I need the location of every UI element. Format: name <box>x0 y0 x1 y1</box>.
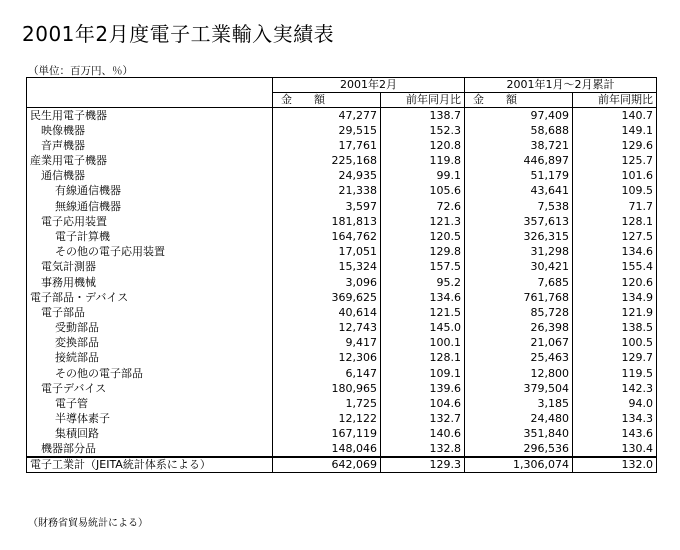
amount-cumulative: 351,840 <box>465 427 573 442</box>
yoy-feb: 145.0 <box>381 321 465 336</box>
row-label: 民生用電子機器 <box>27 108 273 123</box>
table-row <box>27 290 657 305</box>
yoy-cumulative: 128.1 <box>573 214 657 229</box>
header-row-columns <box>27 93 657 108</box>
amount-feb: 1,725 <box>273 396 381 411</box>
row-label: 有線通信機器 <box>27 184 273 199</box>
row-label: 無線通信機器 <box>27 199 273 214</box>
header-amount-2: 金 額 <box>465 93 573 108</box>
yoy-feb: 138.7 <box>381 108 465 123</box>
table-row <box>27 214 657 229</box>
amount-cumulative: 97,409 <box>465 108 573 123</box>
yoy-cumulative: 127.5 <box>573 229 657 244</box>
amount-feb: 12,122 <box>273 412 381 427</box>
page-title: 2001年2月度電子工業輸入実績表 <box>22 22 335 46</box>
amount-feb: 47,277 <box>273 108 381 123</box>
row-label: その他の電子応用装置 <box>27 245 273 260</box>
yoy-feb: 104.6 <box>381 396 465 411</box>
header-period-2: 2001年1月～2月累計 <box>465 78 657 93</box>
table-row <box>27 123 657 138</box>
amount-cumulative: 761,768 <box>465 290 573 305</box>
yoy-cumulative: 142.3 <box>573 381 657 396</box>
yoy-feb: 72.6 <box>381 199 465 214</box>
amount-cumulative: 25,463 <box>465 351 573 366</box>
header-yoy-2: 前年同期比 <box>573 93 657 108</box>
yoy-feb: 105.6 <box>381 184 465 199</box>
table-row <box>27 245 657 260</box>
amount-cumulative: 31,298 <box>465 245 573 260</box>
row-label: 電子工業計（JEITA統計体系による） <box>27 457 273 473</box>
table-row <box>27 184 657 199</box>
yoy-cumulative: 94.0 <box>573 396 657 411</box>
source-note: （財務省貿易統計による） <box>28 518 148 529</box>
table-row <box>27 351 657 366</box>
yoy-cumulative: 109.5 <box>573 184 657 199</box>
amount-cumulative: 7,538 <box>465 199 573 214</box>
table-row <box>27 366 657 381</box>
yoy-cumulative: 134.6 <box>573 245 657 260</box>
yoy-feb: 129.8 <box>381 245 465 260</box>
table-row <box>27 381 657 396</box>
yoy-cumulative: 129.7 <box>573 351 657 366</box>
row-label: 機器部分品 <box>27 442 273 457</box>
yoy-feb: 121.5 <box>381 305 465 320</box>
yoy-feb: 152.3 <box>381 123 465 138</box>
yoy-feb: 120.8 <box>381 138 465 153</box>
table-row <box>27 199 657 214</box>
yoy-cumulative: 155.4 <box>573 260 657 275</box>
header-period-1: 2001年2月 <box>273 78 465 93</box>
table-row <box>27 108 657 123</box>
header-yoy-1: 前年同月比 <box>381 93 465 108</box>
table-row <box>27 138 657 153</box>
header-amount-1: 金 額 <box>273 93 381 108</box>
amount-cumulative: 3,185 <box>465 396 573 411</box>
amount-cumulative: 30,421 <box>465 260 573 275</box>
unit-note: （単位：百万円、％） <box>28 65 133 77</box>
yoy-feb: 128.1 <box>381 351 465 366</box>
amount-feb: 17,051 <box>273 245 381 260</box>
amount-feb: 9,417 <box>273 336 381 351</box>
amount-cumulative: 38,721 <box>465 138 573 153</box>
row-label: 映像機器 <box>27 123 273 138</box>
amount-feb: 225,168 <box>273 153 381 168</box>
yoy-feb: 132.8 <box>381 442 465 457</box>
table-row <box>27 275 657 290</box>
amount-cumulative: 7,685 <box>465 275 573 290</box>
row-label: 事務用機械 <box>27 275 273 290</box>
yoy-feb: 134.6 <box>381 290 465 305</box>
table-row <box>27 412 657 427</box>
yoy-cumulative: 100.5 <box>573 336 657 351</box>
yoy-cumulative: 125.7 <box>573 153 657 168</box>
amount-cumulative: 446,897 <box>465 153 573 168</box>
table-row <box>27 305 657 320</box>
row-label: 電気計測器 <box>27 260 273 275</box>
amount-cumulative: 21,067 <box>465 336 573 351</box>
row-label: 音声機器 <box>27 138 273 153</box>
row-label: 電子デバイス <box>27 381 273 396</box>
row-label: 集積回路 <box>27 427 273 442</box>
amount-feb: 17,761 <box>273 138 381 153</box>
yoy-cumulative: 132.0 <box>573 457 657 473</box>
header-blank-cell-2 <box>27 93 273 108</box>
row-label: 受動部品 <box>27 321 273 336</box>
yoy-cumulative: 129.6 <box>573 138 657 153</box>
amount-feb: 15,324 <box>273 260 381 275</box>
table-row <box>27 169 657 184</box>
yoy-feb: 129.3 <box>381 457 465 473</box>
amount-feb: 148,046 <box>273 442 381 457</box>
table-row <box>27 153 657 168</box>
yoy-cumulative: 138.5 <box>573 321 657 336</box>
yoy-cumulative: 149.1 <box>573 123 657 138</box>
yoy-feb: 109.1 <box>381 366 465 381</box>
yoy-cumulative: 143.6 <box>573 427 657 442</box>
row-label: 通信機器 <box>27 169 273 184</box>
amount-feb: 3,597 <box>273 199 381 214</box>
yoy-cumulative: 130.4 <box>573 442 657 457</box>
amount-cumulative: 58,688 <box>465 123 573 138</box>
yoy-feb: 139.6 <box>381 381 465 396</box>
yoy-cumulative: 134.3 <box>573 412 657 427</box>
header-blank-cell <box>27 78 273 93</box>
yoy-feb: 140.6 <box>381 427 465 442</box>
table-row <box>27 442 657 457</box>
amount-feb: 12,306 <box>273 351 381 366</box>
amount-cumulative: 326,315 <box>465 229 573 244</box>
amount-cumulative: 296,536 <box>465 442 573 457</box>
row-label: その他の電子部品 <box>27 366 273 381</box>
amount-cumulative: 1,306,074 <box>465 457 573 473</box>
amount-cumulative: 379,504 <box>465 381 573 396</box>
amount-feb: 21,338 <box>273 184 381 199</box>
yoy-cumulative: 101.6 <box>573 169 657 184</box>
table-row <box>27 396 657 411</box>
row-label: 電子計算機 <box>27 229 273 244</box>
yoy-feb: 100.1 <box>381 336 465 351</box>
table-row <box>27 427 657 442</box>
row-label: 接続部品 <box>27 351 273 366</box>
amount-cumulative: 85,728 <box>465 305 573 320</box>
table-row <box>27 336 657 351</box>
amount-feb: 3,096 <box>273 275 381 290</box>
yoy-feb: 157.5 <box>381 260 465 275</box>
yoy-cumulative: 140.7 <box>573 108 657 123</box>
row-label: 電子応用装置 <box>27 214 273 229</box>
amount-feb: 6,147 <box>273 366 381 381</box>
amount-cumulative: 43,641 <box>465 184 573 199</box>
amount-feb: 12,743 <box>273 321 381 336</box>
row-label: 半導体素子 <box>27 412 273 427</box>
yoy-feb: 120.5 <box>381 229 465 244</box>
import-table <box>26 77 657 473</box>
yoy-feb: 119.8 <box>381 153 465 168</box>
amount-feb: 164,762 <box>273 229 381 244</box>
table-row <box>27 229 657 244</box>
amount-feb: 369,625 <box>273 290 381 305</box>
yoy-cumulative: 71.7 <box>573 199 657 214</box>
amount-cumulative: 12,800 <box>465 366 573 381</box>
yoy-cumulative: 121.9 <box>573 305 657 320</box>
amount-feb: 181,813 <box>273 214 381 229</box>
amount-cumulative: 51,179 <box>465 169 573 184</box>
table-row <box>27 260 657 275</box>
row-label: 産業用電子機器 <box>27 153 273 168</box>
amount-cumulative: 24,480 <box>465 412 573 427</box>
yoy-feb: 99.1 <box>381 169 465 184</box>
amount-feb: 40,614 <box>273 305 381 320</box>
yoy-cumulative: 134.9 <box>573 290 657 305</box>
row-label: 電子部品 <box>27 305 273 320</box>
row-label: 電子部品・デバイス <box>27 290 273 305</box>
yoy-feb: 132.7 <box>381 412 465 427</box>
row-label: 変換部品 <box>27 336 273 351</box>
yoy-cumulative: 119.5 <box>573 366 657 381</box>
yoy-feb: 121.3 <box>381 214 465 229</box>
row-label: 電子管 <box>27 396 273 411</box>
table-row <box>27 321 657 336</box>
total-row <box>27 457 657 473</box>
yoy-feb: 95.2 <box>381 275 465 290</box>
amount-feb: 180,965 <box>273 381 381 396</box>
amount-feb: 29,515 <box>273 123 381 138</box>
amount-feb: 24,935 <box>273 169 381 184</box>
amount-cumulative: 26,398 <box>465 321 573 336</box>
yoy-cumulative: 120.6 <box>573 275 657 290</box>
header-row-periods <box>27 78 657 93</box>
amount-feb: 167,119 <box>273 427 381 442</box>
amount-feb: 642,069 <box>273 457 381 473</box>
amount-cumulative: 357,613 <box>465 214 573 229</box>
